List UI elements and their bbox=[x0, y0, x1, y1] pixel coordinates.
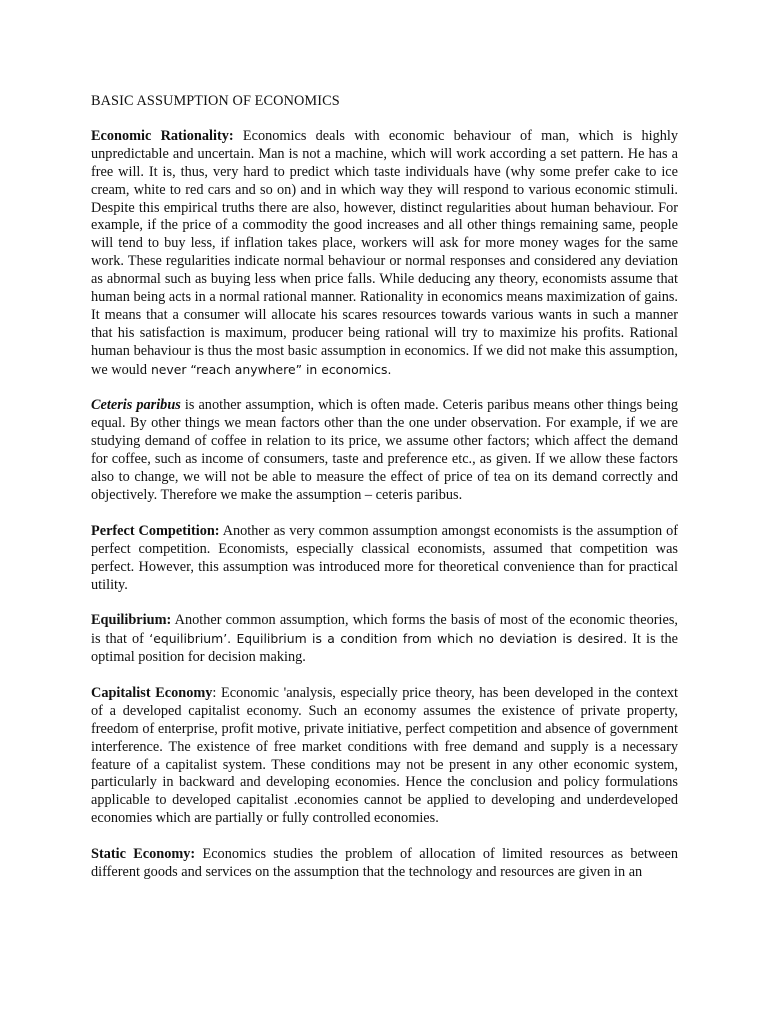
paragraph-perfect-competition bbox=[91, 523, 678, 595]
section-body-end: It is the optimal position for decision making. bbox=[91, 631, 678, 666]
paragraph-capitalist-economy bbox=[91, 685, 678, 828]
section-heading: Equilibrium: bbox=[91, 612, 172, 629]
section-body: Another common assumption, which forms the basis of most of the economic theories, is that of bbox=[91, 612, 678, 648]
section-body-tail: never “reach anywhere” in economics. bbox=[147, 361, 392, 377]
paragraph-ceteris-paribus bbox=[91, 397, 678, 504]
document-title: BASIC ASSUMPTION OF ECONOMICS bbox=[91, 93, 340, 109]
section-heading: Perfect Competition: bbox=[91, 522, 220, 539]
section-heading: Economic Rationality: bbox=[91, 127, 234, 144]
paragraph-economic-rationality bbox=[91, 128, 678, 380]
section-body: Another as very common assumption amongst economists is the assumption of perfect competition. Economists, especially classical economists, assumed that competition was perfect. However, this assumption was introduced more for theoretical convenience than for practical utility. bbox=[91, 522, 678, 593]
section-heading: Ceteris paribus bbox=[91, 397, 181, 414]
document-content bbox=[91, 93, 678, 900]
section-heading: Capitalist Economy bbox=[91, 684, 213, 701]
section-body: : Economic 'analysis, especially price theory, has been developed in the context of a developed capitalist economy. Such an economy assumes the existence of private property, freedom of enterprise, profit motive, private initiative, perfect competition and absence of government interference. The existence of free market conditions with free demand and supply is a necessary feature of a capitalist system. These conditions may not be present in any other economic system, particularly in backward and developing economies. Hence the conclusion and policy formulations applicable to developed capitalist .economies cannot be applied to developing and underdeveloped economies which are partially or fully controlled economies. bbox=[91, 684, 678, 827]
paragraph-static-economy bbox=[91, 846, 678, 882]
section-body: Economics deals with economic behaviour of man, which is highly unpredictable and uncertain. Man is not a machine, which will work according a set pattern. He has a free will. It is, thus, very hard to predict which taste individuals have (why some prefer cake to ice cream, white to red cars and so on) and in which way they will respond to various economic stimuli. Despite this empirical truths there are also, however, distinct regularities about human behaviour. For example, if the price of a commodity the good increases and all other things remaining same, people will tend to buy less, if inflation takes place, workers will ask for more money wages for the same work. These regularities indicate normal behaviour or normal responses and considered any deviation as abnormal such as buying less when price falls. While deducing any theory, economists assume that human being acts in a normal rational manner. Rationality in economics means maximization of gains. It means that a consumer will allocate his scares resources towards various wants in such a manner that his satisfaction is maximum, producer being rational will try to maximize his profits. Rational human behaviour is thus the most basic assumption in economics. If we did not make this assumption, we would bbox=[91, 127, 678, 378]
section-body: Economics studies the problem of allocation of limited resources as between different goods and services on the assumption that the technology and resources are given in an bbox=[91, 846, 678, 880]
section-heading: Static Economy: bbox=[91, 846, 196, 863]
section-body-tail: ‘equilibrium’. Equilibrium is a condition from which no deviation is desired. bbox=[143, 631, 628, 647]
section-body: is another assumption, which is often made. Ceteris paribus means other things being equal. By other things we mean factors other than the one under observation. For example, if we are studying demand of coffee in relation to its price, we assume other factors; which affect the demand for coffee, such as income of consumers, taste and preference etc., as given. If we allow these factors also to change, we will not be able to measure the effect of price of tea on its demand correctly and objectively. Therefore we make the assumption – ceteris paribus. bbox=[91, 397, 678, 504]
paragraph-equilibrium bbox=[91, 612, 678, 667]
